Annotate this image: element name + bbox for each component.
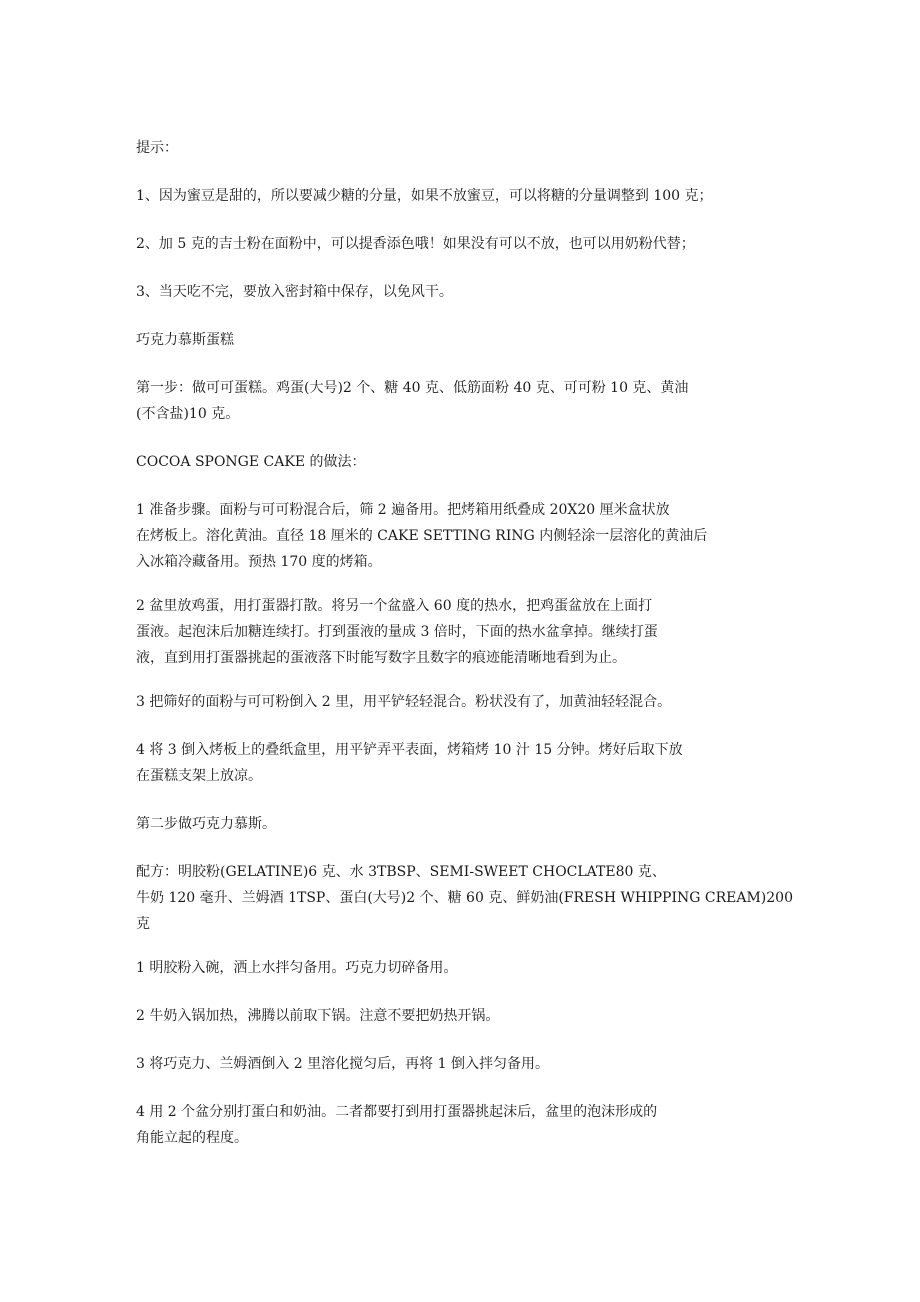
text-line: 第二步做巧克力慕斯。: [136, 816, 276, 832]
text-line: 入冰箱冷藏备用。预热 170 度的烤箱。: [136, 554, 382, 570]
text-line: 3 把筛好的面粉与可可粉倒入 2 里，用平铲轻轻混合。粉状没有了，加黄油轻轻混合。: [136, 694, 672, 710]
text-line: 第一步：做可可蛋糕。鸡蛋(大号)2 个、糖 40 克、低筋面粉 40 克、可可粉 10 克、黄油: [136, 380, 689, 396]
sponge-step-2: [136, 593, 816, 671]
text-line: 3 将巧克力、兰姆酒倒入 2 里溶化搅匀后，再将 1 倒入拌匀备用。: [136, 1056, 549, 1072]
sponge-step-4: [136, 737, 816, 789]
tip-1: [136, 183, 816, 209]
cocoa-sponge-heading: [136, 449, 816, 475]
step-two-heading: [136, 811, 816, 837]
text-line: 2 牛奶入锅加热，沸腾以前取下锅。注意不要把奶热开锅。: [136, 1008, 500, 1024]
text-line: 蛋液。起泡沫后加糖连续打。打到蛋液的量成 3 倍时，下面的热水盆拿掉。继续打蛋: [136, 624, 658, 640]
text-line: 2 盆里放鸡蛋，用打蛋器打散。将另一个盆盛入 60 度的热水，把鸡蛋盆放在上面打: [136, 598, 653, 614]
text-line: 液，直到用打蛋器挑起的蛋液落下时能写数字且数字的痕迹能清晰地看到为止。: [136, 650, 626, 666]
sponge-step-3: [136, 689, 816, 715]
text-line: 提示：: [136, 140, 178, 156]
text-line: 4 用 2 个盆分别打蛋白和奶油。二者都要打到用打蛋器挑起沫后，盆里的泡沫形成的: [136, 1104, 658, 1120]
text-line: 1 准备步骤。面粉与可可粉混合后，筛 2 遍备用。把烤箱用纸叠成 20X20 厘米盒状放: [136, 502, 670, 518]
text-line: (不含盐)10 克。: [136, 406, 240, 422]
text-line: 1 明胶粉入碗，洒上水拌匀备用。巧克力切碎备用。: [136, 960, 458, 976]
text-line: 在烤板上。溶化黄油。直径 18 厘米的 CAKE SETTING RING 内侧轻涂一层溶化的黄油后: [136, 528, 708, 544]
text-line: 在蛋糕支架上放凉。: [136, 768, 262, 784]
mousse-step-2: [136, 1003, 816, 1029]
text-line: 克: [136, 916, 150, 932]
recipe-title: [136, 327, 816, 353]
mousse-ingredients: [136, 859, 816, 937]
tip-2: [136, 231, 816, 257]
tip-3: [136, 279, 816, 305]
text-line: 牛奶 120 毫升、兰姆酒 1TSP、蛋白(大号)2 个、糖 60 克、鲜奶油(FRESH WHIPPING CREAM)200: [136, 890, 793, 906]
text-line: 4 将 3 倒入烤板上的叠纸盒里，用平铲弄平表面，烤箱烤 10 汁 15 分钟。烤好后取下放: [136, 742, 683, 758]
text-line: 巧克力慕斯蛋糕: [136, 332, 234, 348]
text-line: 2、加 5 克的吉士粉在面粉中，可以提香添色哦！如果没有可以不放，也可以用奶粉代替；: [136, 236, 695, 252]
mousse-step-3: [136, 1051, 816, 1077]
mousse-step-1: [136, 955, 816, 981]
tips-heading: [136, 135, 816, 161]
sponge-step-1: [136, 497, 816, 575]
text-line: 角能立起的程度。: [136, 1130, 248, 1146]
text-line: COCOA SPONGE CAKE 的做法：: [136, 454, 366, 470]
step-one-ingredients: [136, 375, 816, 427]
text-line: 配方：明胶粉(GELATINE)6 克、水 3TBSP、SEMI-SWEET CHOCLATE80 克、: [136, 864, 666, 880]
mousse-step-4: [136, 1099, 816, 1151]
text-line: 3、当天吃不完，要放入密封箱中保存，以免风干。: [136, 284, 453, 300]
text-line: 1、因为蜜豆是甜的，所以要减少糖的分量，如果不放蜜豆，可以将糖的分量调整到 100 克；: [136, 188, 713, 204]
